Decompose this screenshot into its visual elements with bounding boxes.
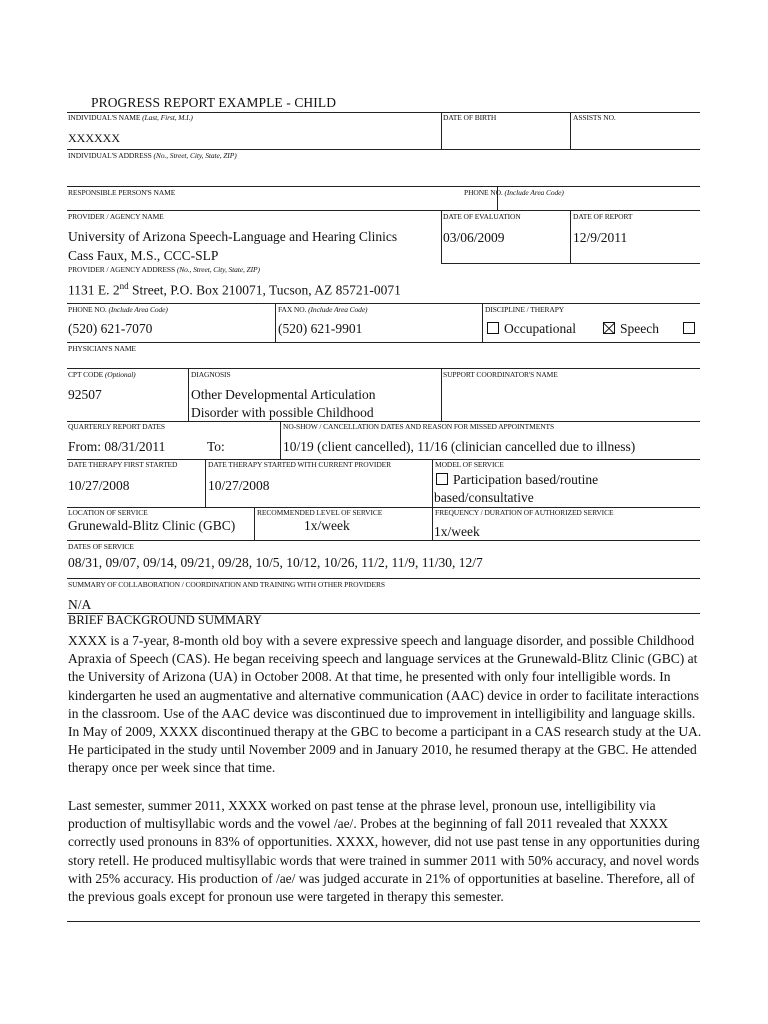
divider <box>432 507 433 540</box>
phone-label: PHONE NO. (Include Area Code) <box>68 305 168 314</box>
divider <box>67 149 700 150</box>
recommended-value: 1x/week <box>304 518 350 533</box>
assists-label: ASSISTS NO. <box>573 113 616 122</box>
background-heading: BRIEF BACKGROUND SUMMARY <box>68 613 262 627</box>
dates-service-label: DATES OF SERVICE <box>68 542 134 551</box>
fax-value: (520) 621-9901 <box>278 321 363 336</box>
summary-collab-value: N/A <box>68 597 92 612</box>
divider <box>67 578 700 579</box>
checkbox-occupational[interactable] <box>487 322 499 334</box>
background-paragraph-1: XXXX is a 7-year, 8-month old boy with a severe expressive speech and language disorder, and possible Childhood Apraxia of Speech (CAS). He began receiving speech and language services at the Grunewald-Blitz Clinic (GBC) at the University of Arizona (UA) in October 2008. At that time, he presented with only four intelligible words. In kindergarten he used an augmentative and alternative communication (AAC) device in order to facilitate interactions in the classroom. Use of the AAC device was discontinued due to improvement in intelligibility and language skills. In May of 2009, XXXX discontinued therapy at the GBC to become a participant in a CAS research study at the UA. He participated in the study until November 2009 and in January 2010, he resumed therapy at the GBC. He attended therapy once per week since that time. <box>68 633 702 776</box>
divider <box>275 303 276 342</box>
eval-date-value: 03/06/2009 <box>443 230 505 245</box>
checkbox-other[interactable] <box>683 322 695 334</box>
phone-value: (520) 621-7070 <box>68 321 153 336</box>
report-date-value: 12/9/2011 <box>573 230 628 245</box>
divider <box>205 459 206 507</box>
checkbox-model[interactable] <box>436 473 448 485</box>
diagnosis-line-2: Disorder with possible Childhood <box>191 405 374 420</box>
current-started-value: 10/27/2008 <box>208 478 270 493</box>
divider <box>254 507 255 540</box>
diagnosis-label: DIAGNOSIS <box>191 370 231 379</box>
divider <box>441 368 442 421</box>
divider <box>482 303 483 342</box>
eval-date-label: DATE OF EVALUATION <box>443 212 521 221</box>
divider <box>67 368 700 369</box>
first-started-value: 10/27/2008 <box>68 478 130 493</box>
page-title: PROGRESS REPORT EXAMPLE - CHILD <box>91 95 337 110</box>
noshow-value: 10/19 (client cancelled), 11/16 (clinician cancelled due to illness) <box>283 439 636 454</box>
summary-collab-label: SUMMARY OF COLLABORATION / COORDINATION AND TRAINING WITH OTHER PROVIDERS <box>68 580 385 589</box>
dob-label: DATE OF BIRTH <box>443 113 497 122</box>
physician-label: PHYSICIAN'S NAME <box>68 344 136 353</box>
quarterly-from: From: 08/31/2011 <box>68 439 166 454</box>
discipline-other[interactable] <box>683 321 700 337</box>
provider-label: PROVIDER / AGENCY NAME <box>68 212 164 221</box>
provider-address-value: 1131 E. 2nd Street, P.O. Box 210071, Tucson, AZ 85721-0071 <box>68 281 401 298</box>
divider <box>570 210 571 263</box>
divider <box>67 303 700 304</box>
location-value: Grunewald-Blitz Clinic (GBC) <box>68 518 236 533</box>
divider <box>67 540 700 541</box>
divider <box>67 342 700 343</box>
quarterly-label: QUARTERLY REPORT DATES <box>68 422 165 431</box>
dates-service-value: 08/31, 09/07, 09/14, 09/21, 09/28, 10/5, 10/12, 10/26, 11/2, 11/9, 11/30, 12/7 <box>68 555 483 570</box>
background-paragraph-2: Last semester, summer 2011, XXXX worked on past tense at the phrase level, pronoun use, intelligibility via production of multisyllabic words and the vowel /ae/. Probes at the beginning of fall 2011 revealed that XXXX correctly used pronouns in 83% of opportunities. XXXX, however, did not use past tense in any opportunities during story retell. He produced multisyllabic words that were trained in summer 2011 with 50% accuracy, and novel words with 25% accuracy. His production of /ae/ was judged accurate in 21% of opportunities at baseline. Therefore, all of the previous goals except for pronoun use were targeted in therapy this semester. <box>68 798 700 905</box>
recommended-label: RECOMMENDED LEVEL OF SERVICE <box>257 508 383 517</box>
discipline-speech[interactable]: Speech <box>603 321 659 337</box>
noshow-label: NO-SHOW / CANCELLATION DATES AND REASON FOR MISSED APPOINTMENTS <box>283 422 555 431</box>
support-label: SUPPORT COORDINATOR'S NAME <box>443 370 558 379</box>
divider <box>67 921 700 922</box>
divider <box>441 112 442 149</box>
individual-name-label: INDIVIDUAL'S NAME (Last, First, M.I.) <box>68 113 193 122</box>
divider <box>432 459 433 507</box>
diagnosis-line-1: Other Developmental Articulation <box>191 387 376 402</box>
address-label: INDIVIDUAL'S ADDRESS (No., Street, City, State, ZIP) <box>68 151 237 160</box>
responsible-label: RESPONSIBLE PERSON'S NAME <box>68 188 176 197</box>
first-started-label: DATE THERAPY FIRST STARTED <box>68 460 178 469</box>
quarterly-to: To: <box>207 439 225 454</box>
divider <box>441 263 700 264</box>
location-label: LOCATION OF SERVICE <box>68 508 148 517</box>
discipline-label: DISCIPLINE / THERAPY <box>485 305 565 314</box>
discipline-occupational[interactable]: Occupational <box>487 321 576 337</box>
individual-name-value: XXXXXX <box>68 131 120 145</box>
divider <box>441 210 442 263</box>
model-line-2: based/consultative <box>434 490 534 505</box>
divider <box>570 112 571 149</box>
divider <box>67 210 700 211</box>
divider <box>67 186 700 187</box>
frequency-label: FREQUENCY / DURATION OF AUTHORIZED SERVICE <box>435 508 614 517</box>
divider <box>188 368 189 421</box>
model-label: MODEL OF SERVICE <box>435 460 504 469</box>
provider-name: University of Arizona Speech-Language and Hearing Clinics <box>68 229 398 244</box>
phone-resp-label: PHONE NO. (Include Area Code) <box>464 188 564 197</box>
checkbox-speech[interactable] <box>603 322 615 334</box>
current-started-label: DATE THERAPY STARTED WITH CURRENT PROVIDER <box>208 460 392 469</box>
clinician-name: Cass Faux, M.S., CCC-SLP <box>68 248 219 263</box>
cpt-value: 92507 <box>68 387 102 402</box>
frequency-value: 1x/week <box>434 524 480 539</box>
cpt-label: CPT CODE (Optional) <box>68 370 136 379</box>
fax-label: FAX NO. (Include Area Code) <box>278 305 368 314</box>
provider-address-label: PROVIDER / AGENCY ADDRESS (No., Street, City, State, ZIP) <box>68 265 260 274</box>
divider <box>280 421 281 459</box>
report-date-label: DATE OF REPORT <box>573 212 633 221</box>
model-option[interactable]: Participation based/routine <box>436 472 598 488</box>
